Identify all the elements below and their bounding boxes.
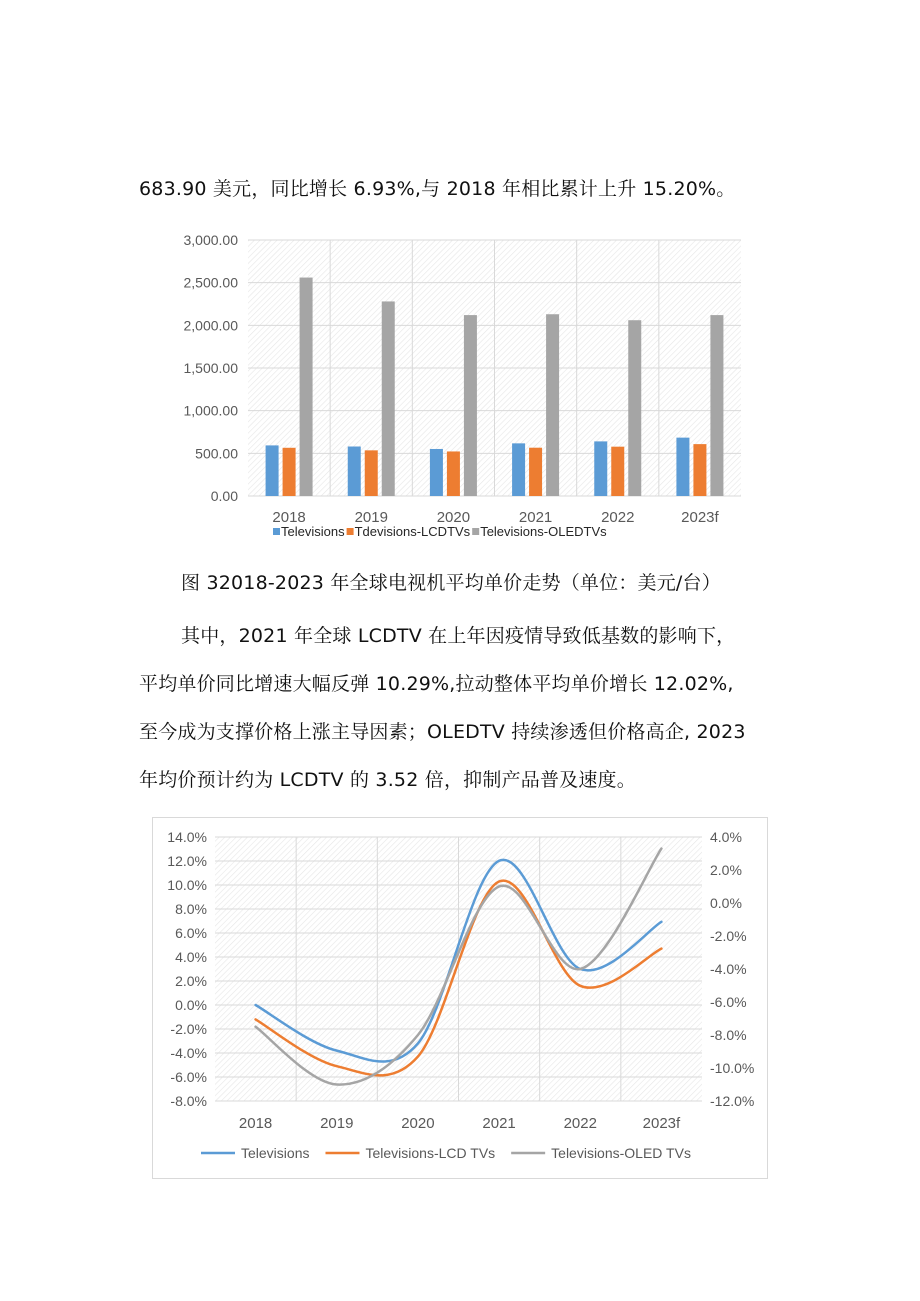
x-tick-label: 2021 — [518, 509, 553, 526]
legend-label: Televisions-OLED TVs — [551, 1145, 691, 1161]
y-tick-label-left: 6.0% — [175, 925, 207, 941]
legend-swatch — [347, 528, 354, 535]
y-tick-label: 1,000.00 — [183, 402, 238, 419]
bar — [266, 445, 279, 496]
y-tick-label: 0.00 — [210, 488, 238, 504]
bar — [283, 448, 296, 496]
y-tick-label-right: -12.0% — [710, 1093, 755, 1109]
bar — [628, 320, 641, 496]
x-tick-label: 2018 — [272, 509, 306, 526]
y-tick-label-right: -10.0% — [710, 1060, 755, 1076]
y-tick-label-left: 4.0% — [175, 949, 207, 965]
bar — [512, 443, 525, 496]
bar — [710, 315, 723, 496]
y-tick-label-left: -4.0% — [170, 1045, 207, 1061]
y-tick-label-right: -6.0% — [710, 994, 747, 1010]
bar-chart — [170, 228, 750, 546]
x-tick-label: 2023f — [642, 1115, 681, 1132]
x-tick-label: 2022 — [563, 1115, 597, 1132]
bar — [430, 449, 443, 496]
x-tick-label: 2019 — [354, 509, 388, 526]
y-tick-label-left: 10.0% — [167, 877, 207, 893]
paragraph-line: 至今成为支撑价格上涨主导因素；OLEDTV 持续渗透但价格高企, 2023 — [139, 721, 746, 743]
x-tick-label: 2020 — [401, 1115, 435, 1132]
legend — [273, 524, 607, 539]
paragraph-line: 平均单价同比增速大幅反弹 10.29%,拉动整体平均单价增长 12.02%, — [139, 673, 734, 695]
bar-chart-svg — [170, 228, 750, 546]
legend-label: Tdevisions-LCDTVs — [354, 524, 471, 539]
bar — [300, 278, 313, 496]
y-tick-label-left: -8.0% — [170, 1093, 207, 1109]
line-chart — [152, 817, 768, 1179]
bar — [529, 448, 542, 496]
paragraph-line: 其中，2021 年全球 LCDTV 在上年因疫情导致低基数的影响下， — [181, 625, 736, 647]
y-tick-label-left: 12.0% — [167, 853, 207, 869]
y-tick-label-right: 4.0% — [710, 829, 742, 845]
legend-label: Televisions — [281, 524, 345, 539]
x-tick-label: 2021 — [482, 1115, 516, 1132]
y-tick-label-left: 2.0% — [175, 973, 207, 989]
y-tick-label: 500.00 — [195, 445, 238, 462]
bar — [611, 447, 624, 496]
bar — [464, 315, 477, 496]
bar — [447, 451, 460, 496]
y-tick-label-left: -2.0% — [170, 1021, 207, 1037]
x-tick-label: 2018 — [238, 1115, 273, 1132]
legend-swatch — [472, 528, 479, 535]
y-tick-label-left: 8.0% — [175, 901, 207, 917]
y-tick-label-right: 2.0% — [710, 862, 742, 878]
bar — [365, 450, 378, 496]
legend-label: Televisions — [241, 1145, 310, 1161]
bar — [676, 438, 689, 496]
bar — [594, 441, 607, 496]
x-tick-label: 2023f — [681, 509, 719, 526]
y-tick-label: 2,000.00 — [183, 317, 238, 334]
y-tick-label-right: 0.0% — [710, 895, 742, 911]
y-tick-label-right: -2.0% — [710, 928, 747, 944]
y-tick-label-left: -6.0% — [170, 1069, 207, 1085]
y-tick-label-left: 14.0% — [167, 829, 207, 845]
x-tick-label: 2019 — [320, 1115, 354, 1132]
legend-swatch — [273, 528, 280, 535]
y-tick-label-left: 0.0% — [175, 997, 207, 1013]
paragraph-line: 年均价预计约为 LCDTV 的 3.52 倍，抑制产品普及速度。 — [139, 769, 636, 791]
body-text-line: 683.90 美元，同比增长 6.93%,与 2018 年相比累计上升 15.20%。 — [139, 178, 736, 200]
legend-label: Televisions-LCD TVs — [365, 1145, 496, 1161]
x-tick-label: 2022 — [601, 509, 635, 526]
line-chart-svg — [153, 818, 767, 1178]
bar — [382, 301, 395, 496]
bar — [348, 447, 361, 496]
y-tick-label-right: -4.0% — [710, 961, 747, 977]
y-tick-label: 2,500.00 — [183, 274, 238, 291]
y-tick-label-right: -8.0% — [710, 1027, 747, 1043]
legend — [201, 1145, 691, 1161]
figure-caption: 图 32018-2023 年全球电视机平均单价走势（单位：美元/台） — [181, 572, 721, 594]
bar — [546, 314, 559, 496]
bar — [693, 444, 706, 496]
x-tick-label: 2020 — [436, 509, 471, 526]
y-tick-label: 3,000.00 — [183, 232, 238, 248]
legend-label: Televisions-OLEDTVs — [480, 524, 607, 539]
y-tick-label: 1,500.00 — [183, 360, 238, 376]
